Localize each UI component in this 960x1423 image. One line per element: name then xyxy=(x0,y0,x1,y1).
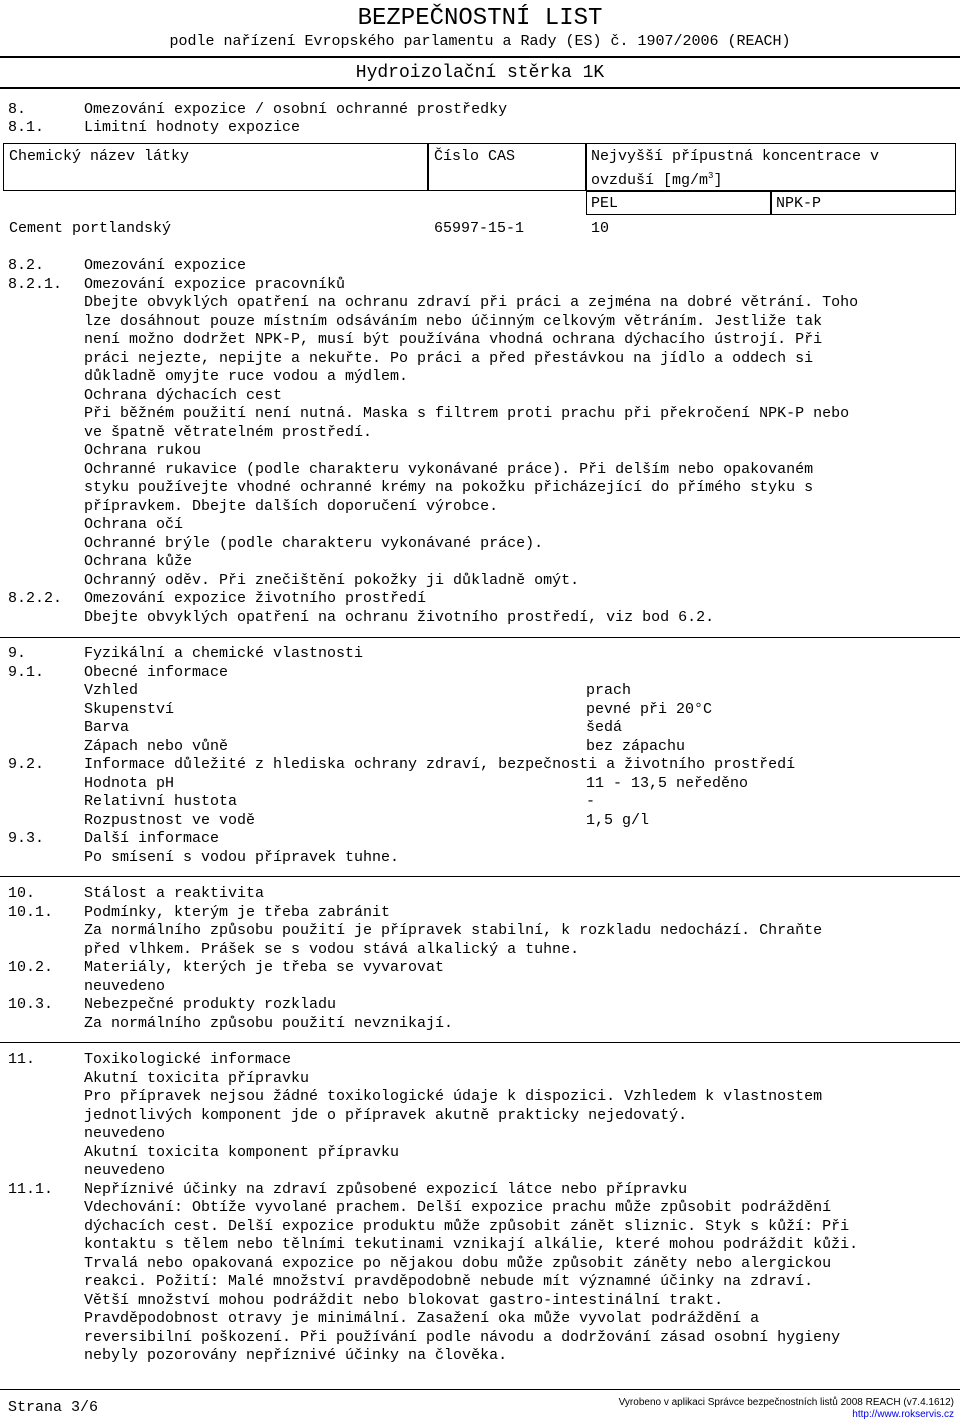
body-text-line: Ochranný oděv. Při znečištění pokožky ji důkladně omýt. xyxy=(84,571,580,589)
section-number: 9.2. xyxy=(8,756,45,773)
body-text-line: Vdechování: Obtíže vyvolané prachem. Delší expozice prachu může způsobit podráždění xyxy=(84,1199,832,1216)
property-value: 1,5 g/l xyxy=(586,811,650,829)
product-name: Hydroizolační stěrka 1K xyxy=(355,63,605,83)
body-text-line: přípravkem. Dbejte dalších doporučení výrobce. xyxy=(84,497,499,515)
body-text-line: neuvedeno xyxy=(84,1162,166,1179)
section-heading: Obecné informace xyxy=(84,663,229,681)
body-text-line: Pravděpodobnost otravy je minimální. Zasažení oka může vyvolat podráždění a xyxy=(84,1310,760,1327)
product-divider xyxy=(0,87,960,89)
section-number: 11.1. xyxy=(8,1180,54,1198)
property-value: prach xyxy=(586,682,632,699)
section-heading: Omezování expozice xyxy=(84,257,247,274)
table-cell-pel: 10 xyxy=(591,220,610,237)
body-text-line: Akutní toxicita přípravku xyxy=(84,1069,310,1087)
section-number: 11. xyxy=(8,1051,36,1068)
section-heading: Limitní hodnoty expozice xyxy=(84,119,301,136)
section-heading: Stálost a reaktivita xyxy=(84,885,265,902)
section-heading: Toxikologické informace xyxy=(84,1051,292,1068)
body-text-line: Trvalá nebo opakovaná expozice po nějakou dobu může způsobit záněty nebo alergickou xyxy=(84,1254,832,1272)
body-text-line: Vzhled xyxy=(84,682,139,699)
body-text-line: před vlhkem. Prášek se s vodou stává alkalický a tuhne. xyxy=(84,940,580,958)
section-number: 9.3. xyxy=(8,830,45,847)
body-text-line: Akutní toxicita komponent přípravku xyxy=(84,1143,400,1161)
body-text-line: Hodnota pH xyxy=(84,774,175,792)
body-text-line: Ochrana dýchacích cest xyxy=(84,386,283,404)
column-header-npkp: NPK-P xyxy=(776,195,822,212)
body-text-line: Zápach nebo vůně xyxy=(84,737,229,755)
body-text-line: nebyly pozorovány nepříznivé účinky na člověka. xyxy=(84,1347,508,1364)
header-divider xyxy=(0,56,960,58)
body-text-line: ve špatně větratelném prostředí. xyxy=(84,423,373,441)
column-header-limit: Nejvyšší přípustná koncentrace v xyxy=(591,148,880,165)
body-text-line: Za normálního způsobu použití nevznikají. xyxy=(84,1014,454,1032)
footer-divider xyxy=(0,1389,960,1390)
section-divider xyxy=(0,637,960,638)
unit-close: ] xyxy=(713,172,723,189)
body-text-line: Za normálního způsobu použití je přípravek stabilní, k rozkladu nedochází. Chraňte xyxy=(84,922,823,939)
body-text-line: Pro přípravek nejsou žádné toxikologické údaje k dispozici. Vzhledem k vlastnostem xyxy=(84,1088,823,1105)
document-title: BEZPEČNOSTNÍ LIST xyxy=(357,5,603,32)
section-heading: Materiály, kterých je třeba se vyvarovat xyxy=(84,959,445,976)
section-heading: Nebezpečné produkty rozkladu xyxy=(84,996,337,1013)
body-text-line: kontaktu s tělem nebo tělními tekutinami vznikají alkálie, které mohou podráždit kůži. xyxy=(84,1236,859,1253)
body-text-line: Barva xyxy=(84,719,130,736)
section-heading: Nepříznivé účinky na zdraví způsobené expozicí látce nebo přípravku xyxy=(84,1180,688,1198)
body-text-line: dýchacích cest. Delší expozice produktu může způsobit zánět sliznic. Styk s kůží: Při xyxy=(84,1217,850,1235)
table-cell-cas: 65997-15-1 xyxy=(434,220,525,237)
property-value: bez zápachu xyxy=(586,737,686,755)
body-text-line: Ochranné brýle (podle charakteru vykonávané práce). xyxy=(84,534,544,552)
column-header-name: Chemický název látky xyxy=(9,148,190,165)
body-text-line: reakci. Požití: Malé množství pravděpodobně nebude mít významné účinky na zdraví. xyxy=(84,1273,814,1290)
section-number: 10.3. xyxy=(8,996,54,1013)
unit-exponent: 3 xyxy=(708,171,714,181)
body-text-line: Relativní hustota xyxy=(84,793,238,810)
section-number: 8.2. xyxy=(8,257,45,274)
body-text-line: Dbejte obvyklých opatření na ochranu životního prostředí, viz bod 6.2. xyxy=(84,608,715,626)
section-number: 10.2. xyxy=(8,959,54,976)
body-text-line: reversibilní poškození. Při používání podle návodu a dodržování zásad osobní hygieny xyxy=(84,1328,841,1346)
column-header-limit-unit xyxy=(591,167,722,191)
section-number: 8. xyxy=(8,101,27,118)
generator-note: Vyrobeno v aplikaci Správce bezpečnostních listů 2008 REACH (v7.4.1612) xyxy=(618,1397,954,1408)
body-text-line: Ochranné rukavice (podle charakteru vykonávané práce). Při delším nebo opakovaném xyxy=(84,460,814,478)
body-text-line: jednotlivých komponent jde o přípravek akutně prakticky nejedovatý. xyxy=(84,1106,688,1124)
body-text-line: Ochrana kůže xyxy=(84,553,193,570)
property-value: pevné při 20°C xyxy=(586,700,713,718)
body-text-line: neuvedeno xyxy=(84,977,166,995)
table-cell-name: Cement portlandský xyxy=(9,220,172,237)
body-text-line: Ochrana rukou xyxy=(84,442,202,459)
section-number: 9. xyxy=(8,645,27,662)
body-text-line: Skupenství xyxy=(84,700,175,718)
body-text-line: Rozpustnost ve vodě xyxy=(84,811,256,829)
section-heading: Omezování expozice / osobní ochranné prostředky xyxy=(84,101,508,118)
section-number: 8.1. xyxy=(8,119,45,136)
body-text-line: styku používejte vhodné ochranné krémy na pokožku přicházející do přímého styku s xyxy=(84,479,814,496)
property-value: - xyxy=(586,793,596,810)
body-text-line: Větší množství mohou podráždit nebo blokovat gastro-intestinální trakt. xyxy=(84,1291,724,1309)
page-number: Strana 3/6 xyxy=(8,1399,99,1416)
property-value: šedá xyxy=(586,719,623,736)
body-text-line: Ochrana očí xyxy=(84,516,184,533)
section-heading: Další informace xyxy=(84,830,220,847)
section-number: 8.2.2. xyxy=(8,590,63,607)
document-subtitle: podle nařízení Evropského parlamentu a Rady (ES) č. 1907/2006 (REACH) xyxy=(169,33,791,50)
body-text-line: neuvedeno xyxy=(84,1125,166,1142)
section-divider xyxy=(0,1042,960,1043)
body-text-line: důkladně omyjte ruce vodou a mýdlem. xyxy=(84,368,409,385)
body-text-line: Dbejte obvyklých opatření na ochranu zdraví při práci a zejména na dobré větrání. Toho xyxy=(84,294,859,311)
section-divider xyxy=(0,876,960,877)
section-heading: Omezování expozice pracovníků xyxy=(84,275,346,293)
body-text-line: lze dosáhnout pouze místním odsáváním nebo účinným celkovým větráním. Jestliže tak xyxy=(84,312,823,330)
body-text-line: není možno dodržet NPK-P, musí být používána vhodná ochrana dýchacího ústrojí. Při xyxy=(84,331,823,348)
column-header-cas: Číslo CAS xyxy=(434,148,516,165)
section-heading: Informace důležité z hlediska ochrany zdraví, bezpečnosti a životního prostředí xyxy=(84,756,796,773)
column-header-pel: PEL xyxy=(591,195,619,212)
section-heading: Podmínky, kterým je třeba zabránit xyxy=(84,903,391,921)
body-text-line: práci nejezte, nepijte a nekuřte. Po práci a před přestávkou na jídlo a oddech si xyxy=(84,349,814,367)
property-value: 11 - 13,5 neředěno xyxy=(586,774,749,792)
body-text-line: Po smísení s vodou přípravek tuhne. xyxy=(84,848,400,866)
section-heading: Fyzikální a chemické vlastnosti xyxy=(84,645,364,662)
section-number: 10. xyxy=(8,885,36,902)
section-number: 8.2.1. xyxy=(8,275,63,293)
section-number: 10.1. xyxy=(8,903,54,921)
body-text-line: Při běžném použití není nutná. Maska s filtrem proti prachu při překročení NPK-P nebo xyxy=(84,405,850,422)
section-heading: Omezování expozice životního prostředí xyxy=(84,590,427,607)
section-number: 9.1. xyxy=(8,663,45,681)
generator-link[interactable]: http://www.rokservis.cz xyxy=(852,1409,954,1420)
unit-text: ovzduší [mg/m xyxy=(591,172,709,189)
